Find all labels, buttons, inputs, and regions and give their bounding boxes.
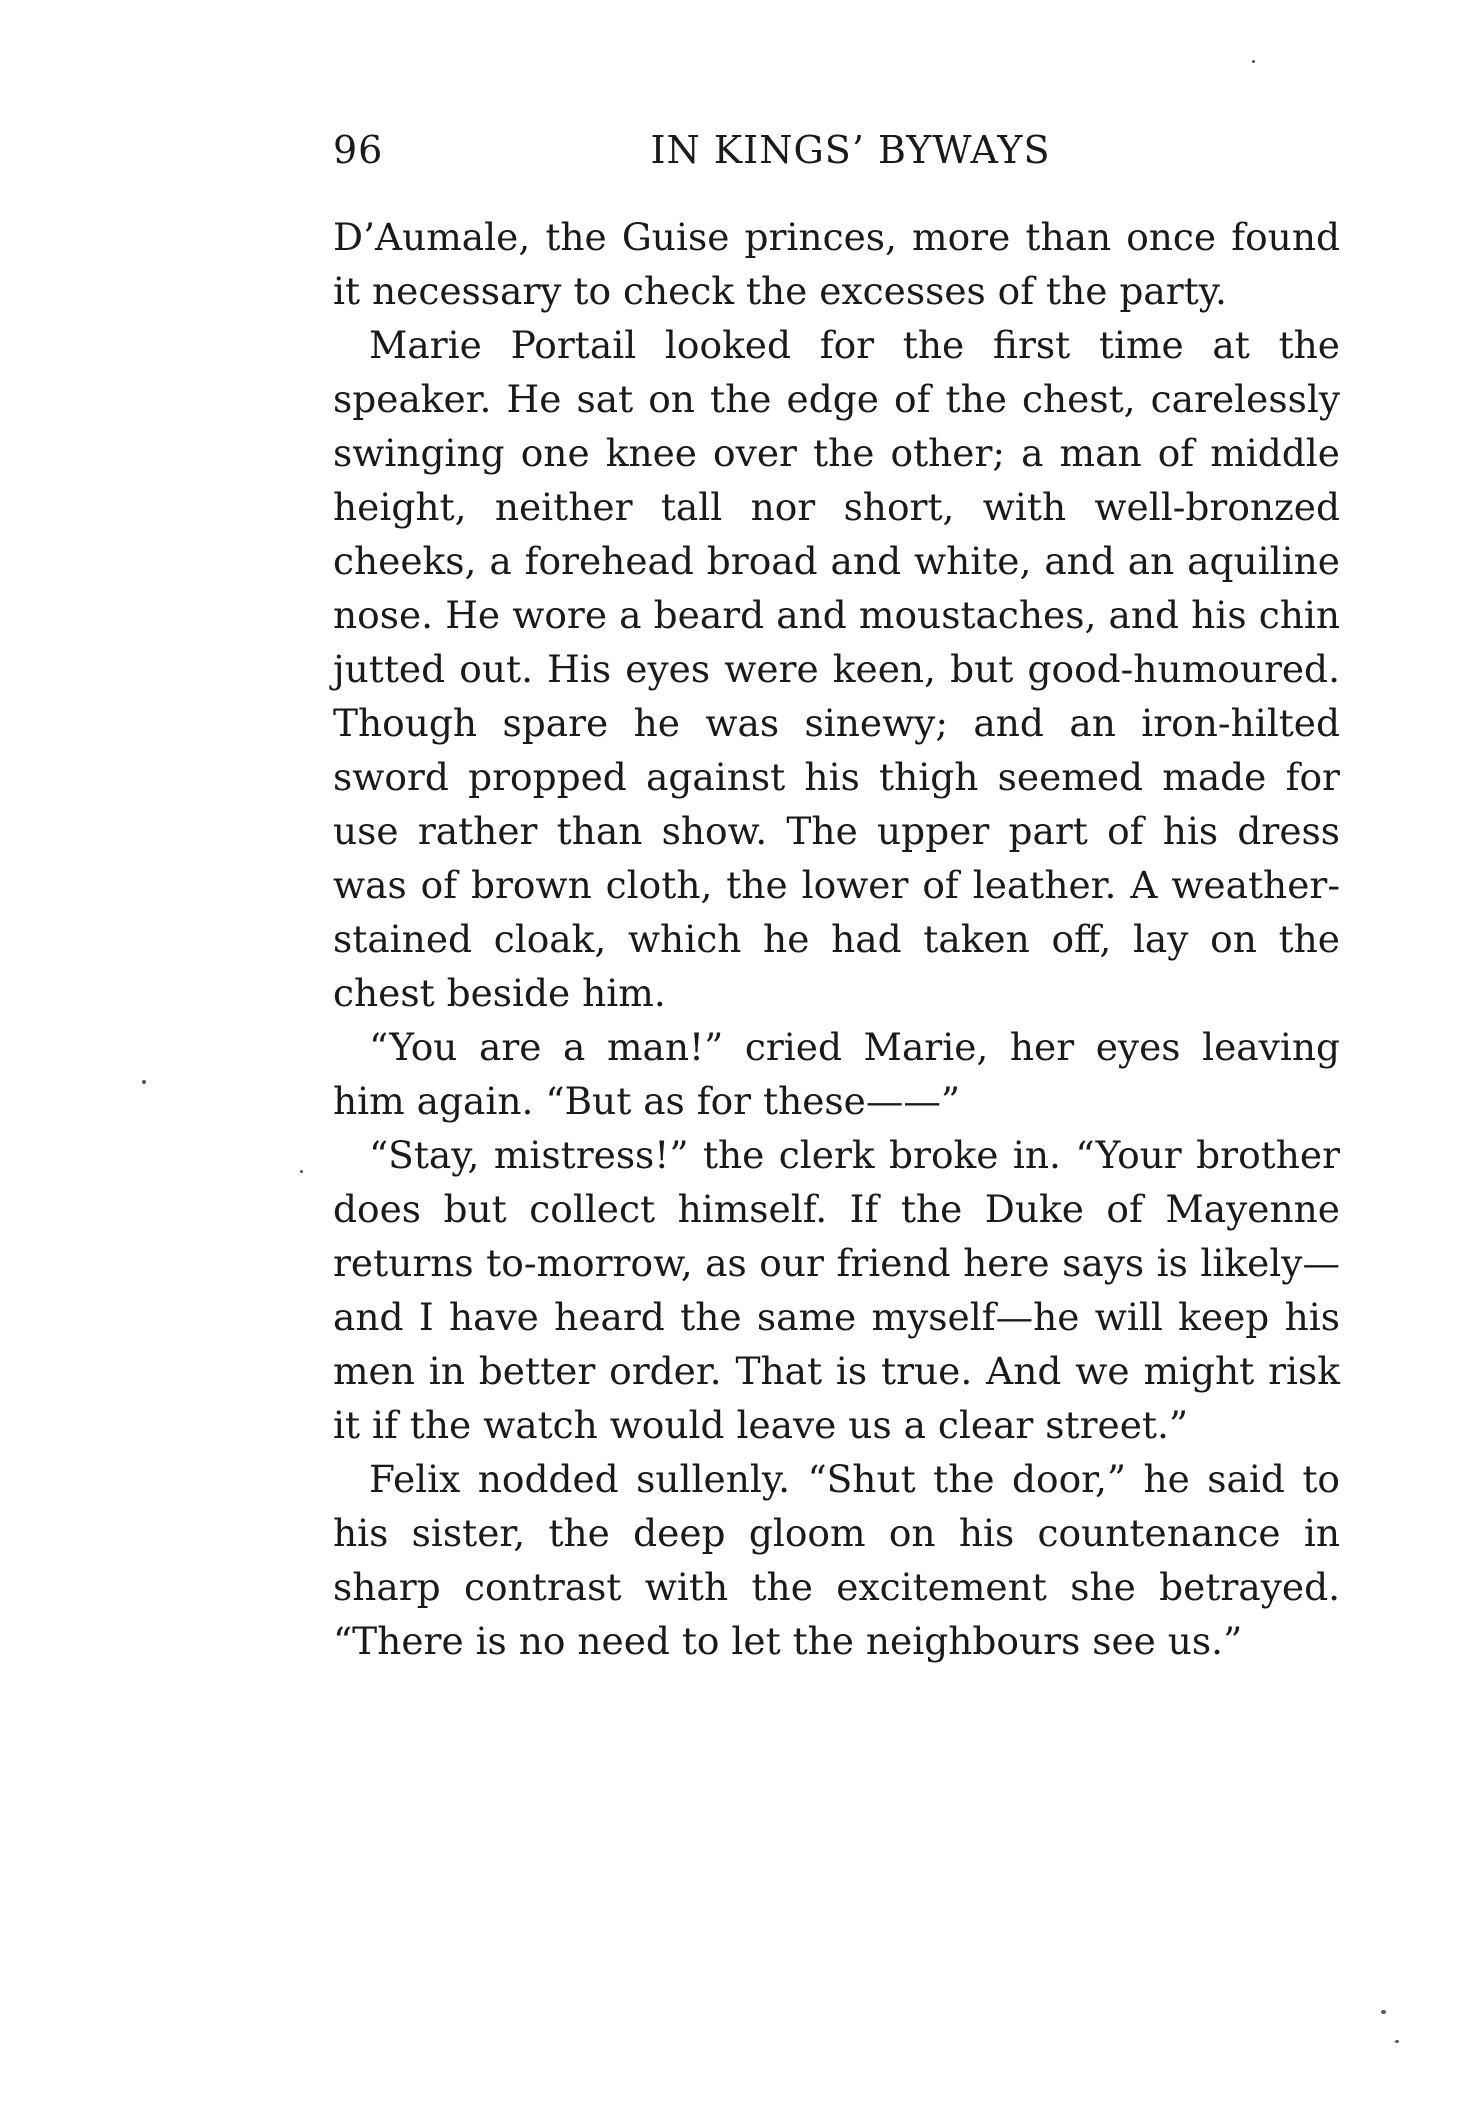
running-head — [333, 128, 1340, 184]
paragraph: “You are a man!” cried Marie, her eyes leaving him again. “But as for these——” — [333, 1025, 1340, 1123]
paragraph: Felix nodded sullenly. “Shut the door,” he said to his sister, the deep gloom on his countenance in sharp contrast with the excitement she betrayed. “There is no need to let the neighbours see us.” — [333, 1457, 1340, 1663]
paragraph: Marie Portail looked for the first time at the speaker. He sat on the edge of the chest, carelessly swinging one knee over the other; a man of middle height, neither tall nor short, with well-bronzed cheeks, a forehead broad and white, and an aquiline nose. He wore a beard and moustaches, and his chin jutted out. His eyes were keen, but good-humoured. Though spare he was sinewy; and an iron-hilted sword propped against his thigh seemed made for use rather than show. The upper part of his dress was of brown cloth, the lower of leather. A weather-stained cloak, which he had taken off, lay on the chest beside him. — [333, 323, 1340, 1015]
scan-speck — [300, 1170, 303, 1173]
page-number: 96 — [333, 128, 384, 172]
paragraph: “Stay, mistress!” the clerk broke in. “Your brother does but collect himself. If the Duke of Mayenne returns to-morrow, as our friend here says is likely—and I have heard the same myself—he will keep his men in better order. That is true. And we might risk it if the watch would leave us a clear street.” — [333, 1133, 1340, 1447]
scan-speck — [1395, 2040, 1399, 2043]
scan-speck — [1252, 60, 1255, 63]
scan-speck — [1381, 2010, 1386, 2014]
paragraph-continued: D’Aumale, the Guise princes, more than once found it necessary to check the excesses of the party. — [333, 215, 1340, 313]
scan-speck — [142, 1080, 146, 1084]
body-text — [333, 210, 1340, 1668]
running-title: IN KINGS’ BYWAYS — [650, 128, 1051, 172]
